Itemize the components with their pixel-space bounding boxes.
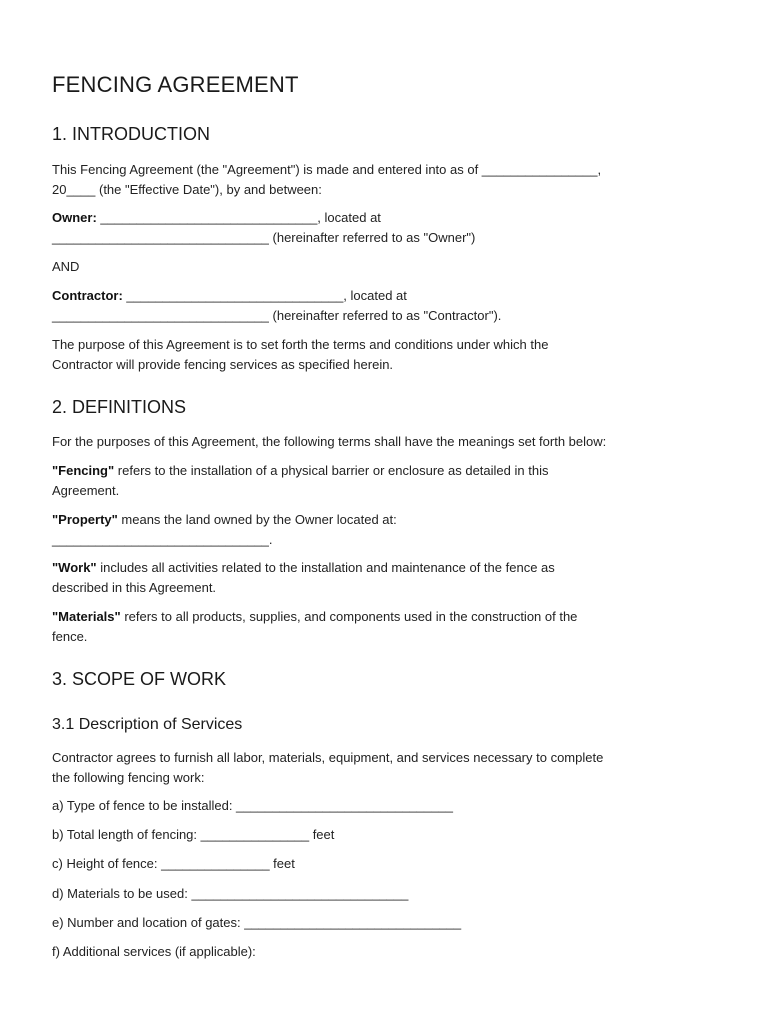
definition-work-line-1	[52, 558, 722, 578]
contractor-label: Contractor:	[52, 288, 123, 303]
definition-materials-line-2: fence.	[52, 628, 88, 644]
definition-fencing	[52, 461, 722, 500]
definition-materials	[52, 607, 722, 646]
definition-fencing-text: refers to the installation of a physical barrier or enclosure as detailed in this	[114, 463, 549, 478]
definition-materials-text: refers to all products, supplies, and components used in the construction of the	[120, 609, 578, 624]
contractor-line-1	[52, 286, 722, 306]
owner-paragraph	[52, 208, 722, 247]
definitions-lead: For the purposes of this Agreement, the following terms shall have the meanings set forth below:	[52, 434, 607, 449]
definition-property-line-1	[52, 510, 722, 530]
contractor-name-location-blank: ______________________________, located at	[122, 288, 407, 303]
scope-item-total-length: b) Total length of fencing: _______________ feet	[52, 827, 335, 842]
scope-item-materials: d) Materials to be used: ______________________________	[52, 886, 409, 901]
purpose-paragraph	[52, 335, 722, 374]
definition-work-line-2: described in this Agreement.	[52, 579, 217, 595]
section-heading-introduction: 1. INTRODUCTION	[52, 124, 211, 144]
owner-name-location-blank: ______________________________, located at	[96, 210, 381, 225]
purpose-line-2: Contractor will provide fencing services as specified herein.	[52, 356, 394, 372]
purpose-line-1: The purpose of this Agreement is to set forth the terms and conditions under which the	[52, 337, 549, 352]
document-title: FENCING AGREEMENT	[52, 72, 299, 97]
scope-lead	[52, 748, 722, 787]
scope-lead-line-2: the following fencing work:	[52, 769, 205, 785]
intro-paragraph	[52, 160, 722, 199]
owner-label: Owner:	[52, 210, 97, 225]
definition-term-work: "Work"	[52, 560, 97, 575]
contractor-paragraph	[52, 286, 722, 325]
definition-fencing-line-1	[52, 461, 722, 481]
scope-item-gates: e) Number and location of gates: ______________________________	[52, 915, 462, 930]
intro-line-2: 20____ (the "Effective Date"), by and between:	[52, 181, 322, 197]
definition-materials-line-1	[52, 607, 722, 627]
definition-fencing-line-2: Agreement.	[52, 482, 120, 498]
definition-term-property: "Property"	[52, 512, 118, 527]
intro-line-1: This Fencing Agreement (the "Agreement") is made and entered into as of ________________,	[52, 162, 602, 177]
definition-term-fencing: "Fencing"	[52, 463, 115, 478]
contractor-line-2: ______________________________ (hereinafter referred to as "Contractor").	[52, 307, 502, 323]
definition-property-line-2: ______________________________.	[52, 531, 273, 547]
section-heading-definitions: 2. DEFINITIONS	[52, 397, 187, 417]
owner-line-2: ______________________________ (hereinafter referred to as "Owner")	[52, 229, 476, 245]
and-text: AND	[52, 259, 80, 274]
definition-term-materials: "Materials"	[52, 609, 121, 624]
owner-line-1	[52, 208, 722, 228]
scope-item-height: c) Height of fence: _______________ feet	[52, 856, 295, 871]
scope-item-fence-type: a) Type of fence to be installed: ______________________________	[52, 798, 453, 813]
section-heading-scope-of-work: 3. SCOPE OF WORK	[52, 669, 227, 689]
scope-item-additional-services: f) Additional services (if applicable):	[52, 944, 256, 959]
definition-work-text: includes all activities related to the installation and maintenance of the fence as	[96, 560, 555, 575]
definition-property	[52, 510, 722, 549]
scope-lead-line-1: Contractor agrees to furnish all labor, materials, equipment, and services necessary to complete	[52, 750, 604, 765]
subsection-heading-description-of-services: 3.1 Description of Services	[52, 716, 243, 733]
definition-property-text: means the land owned by the Owner located at:	[117, 512, 397, 527]
definition-work	[52, 558, 722, 597]
